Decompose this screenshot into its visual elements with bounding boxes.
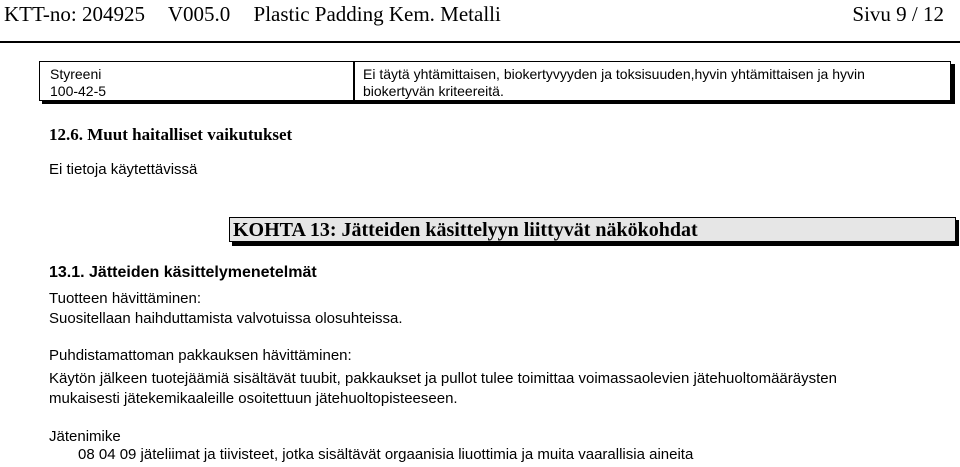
substance-table (39, 61, 951, 101)
table-divider (353, 62, 355, 100)
document-header (4, 2, 519, 27)
page-number: Sivu 9 / 12 (852, 2, 944, 26)
section-13-1-heading: 13.1. Jätteiden käsittelymenetelmät (49, 264, 317, 281)
table-shadow-right (951, 64, 955, 104)
product-name: Plastic Padding Kem. Metalli (253, 2, 501, 26)
substance-cas: 100-42-5 (50, 83, 107, 99)
table-shadow-bottom (42, 101, 955, 104)
section-12-6-text: Ei tietoja käytettävissä (49, 161, 198, 178)
product-disposal-label: Tuotteen hävittäminen: (49, 290, 202, 307)
substance-name-cell (50, 66, 106, 100)
product-disposal-text: Suositellaan haihduttamista valvotuissa olosuhteissa. (49, 310, 403, 327)
substance-description: Ei täytä yhtämittaisen, biokertyvyyden ja toksisuuden,hyvin yhtämittaisen ja hyvin biokertyvän kriteereitä. (363, 66, 865, 99)
section-13-title: KOHTA 13: Jätteiden käsittelyyn liittyvät näkökohdat (233, 219, 698, 241)
section-13-banner (229, 217, 956, 242)
packaging-disposal-line: Käytön jälkeen tuotejäämiä sisältävät tuubit, pakkaukset ja pullot tulee toimittaa voimassaolevien jätehuoltomääräysten (49, 370, 837, 387)
packaging-disposal-line: mukaisesti jätekemikaaleille osoitettuun jätehuoltopisteeseen. (49, 390, 458, 407)
waste-name-label: Jätenimike (49, 428, 121, 445)
header-divider (0, 41, 960, 43)
version-label: V005.0 (167, 2, 231, 26)
packaging-disposal-text (49, 369, 837, 409)
banner-shadow-bottom (232, 242, 959, 246)
waste-name-text: 08 04 09 jäteliimat ja tiivisteet, jotka sisältävät orgaanisia liuottimia ja muita vaarallisia aineita (78, 446, 694, 463)
substance-name: Styreeni (50, 66, 102, 82)
packaging-disposal-label: Puhdistamattoman pakkauksen hävittäminen: (49, 347, 352, 364)
section-12-6-heading: 12.6. Muut haitalliset vaikutukset (49, 125, 293, 144)
ktt-number: KTT-no: 204925 (4, 2, 145, 26)
